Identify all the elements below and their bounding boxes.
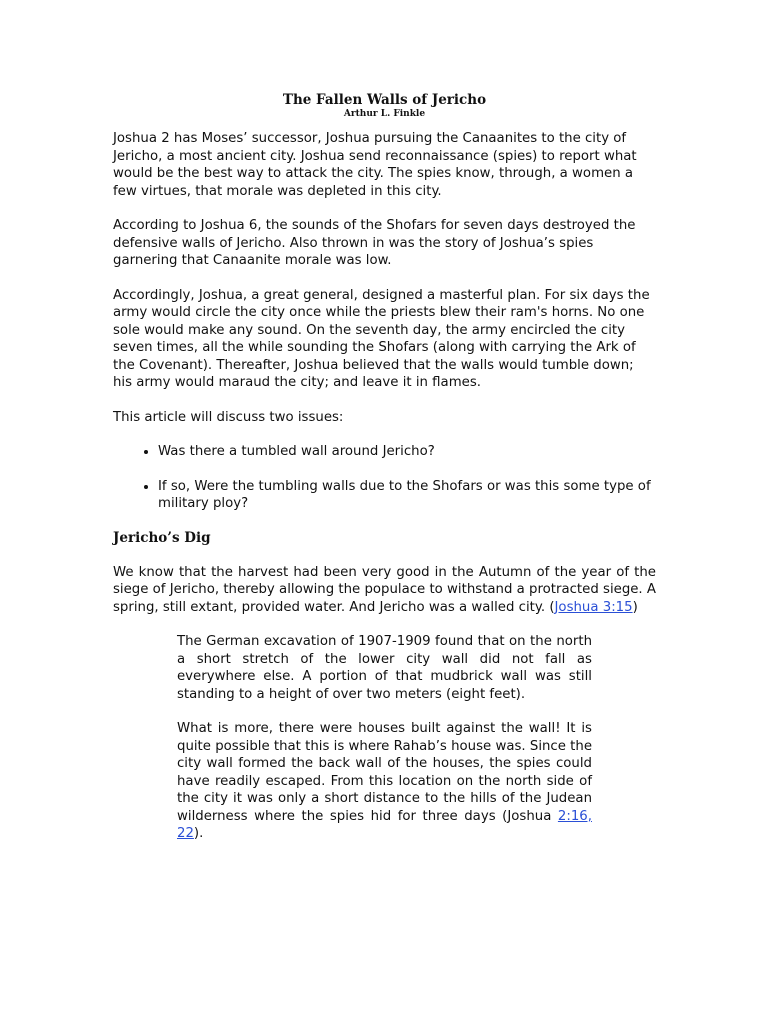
joshua-2-16-22-link[interactable]: 2:16, 22 <box>177 808 592 841</box>
quote-close: ). <box>193 826 204 841</box>
document-page <box>113 92 656 860</box>
section-heading: Jericho’s Dig <box>113 529 211 546</box>
quote-paragraph-excavation: The German excavation of 1907-1909 found that on the north a short stretch of the lower city wall did not fall as everywhere else. A portion of that mudbrick wall was still standing to a height of over two meters (eight feet). <box>177 634 592 702</box>
block-quote <box>177 633 592 843</box>
quote-paragraph-houses <box>177 720 592 843</box>
dig-text: We know that the harvest had been very good in the Autumn of the year of the siege of Jericho, thereby allowing the populace to withstand a protracted siege. A spring, still extant, provided water. And Jericho was a walled city. <box>113 564 656 615</box>
paragraph-issues-intro: This article will discuss two issues: <box>113 409 344 425</box>
joshua-3-15-link[interactable]: Joshua 3:15 <box>554 599 633 615</box>
document-title: The Fallen Walls of Jericho <box>282 92 487 108</box>
quote-houses-text: What is more, there were houses built against the wall! It is quite possible that this is where Rahab’s house was. Since the city wall formed the back wall of the houses, the spies could have readily escaped. From this location on the north side of the city it was only a short distance to the hills of the Judean wilderness where the spies hid for three days (Joshua <box>177 721 592 824</box>
document-author: Arthur L. Finkle <box>343 109 426 119</box>
paragraph-plan: Accordingly, Joshua, a great general, designed a masterful plan. For six days the army would circle the city once while the priests blew their ram's horns. No one sole would make any sound. On the seventh day, the army encircled the city seven times, all the while sounding the Shofars (along with carrying the Ark of the Covenant). Thereafter, Joshua believed that the walls would tumble down; his army would maraud the city; and leave it in flames. <box>113 287 650 390</box>
dig-close-paren: ) <box>632 599 638 615</box>
list-item: • Was there a tumbled wall around Jericho? <box>158 443 656 461</box>
dig-open-paren: ( <box>549 599 555 615</box>
paragraph-joshua-6: According to Joshua 6, the sounds of the Shofars for seven days destroyed the defensive walls of Jericho. Also thrown in was the story of Joshua’s spies garnering that Canaanite morale was low. <box>113 218 636 268</box>
issues-list <box>113 443 656 513</box>
paragraph-dig <box>113 564 656 617</box>
list-item: • If so, Were the tumbling walls due to the Shofars or was this some type of military ploy? <box>158 478 656 513</box>
paragraph-intro: Joshua 2 has Moses’ successor, Joshua pursuing the Canaanites to the city of Jericho, a most ancient city. Joshua send reconnaissance (spies) to report what would be the best way to attack the city. The spies know, through, a women a few virtues, that morale was depleted in this city. <box>113 131 637 199</box>
